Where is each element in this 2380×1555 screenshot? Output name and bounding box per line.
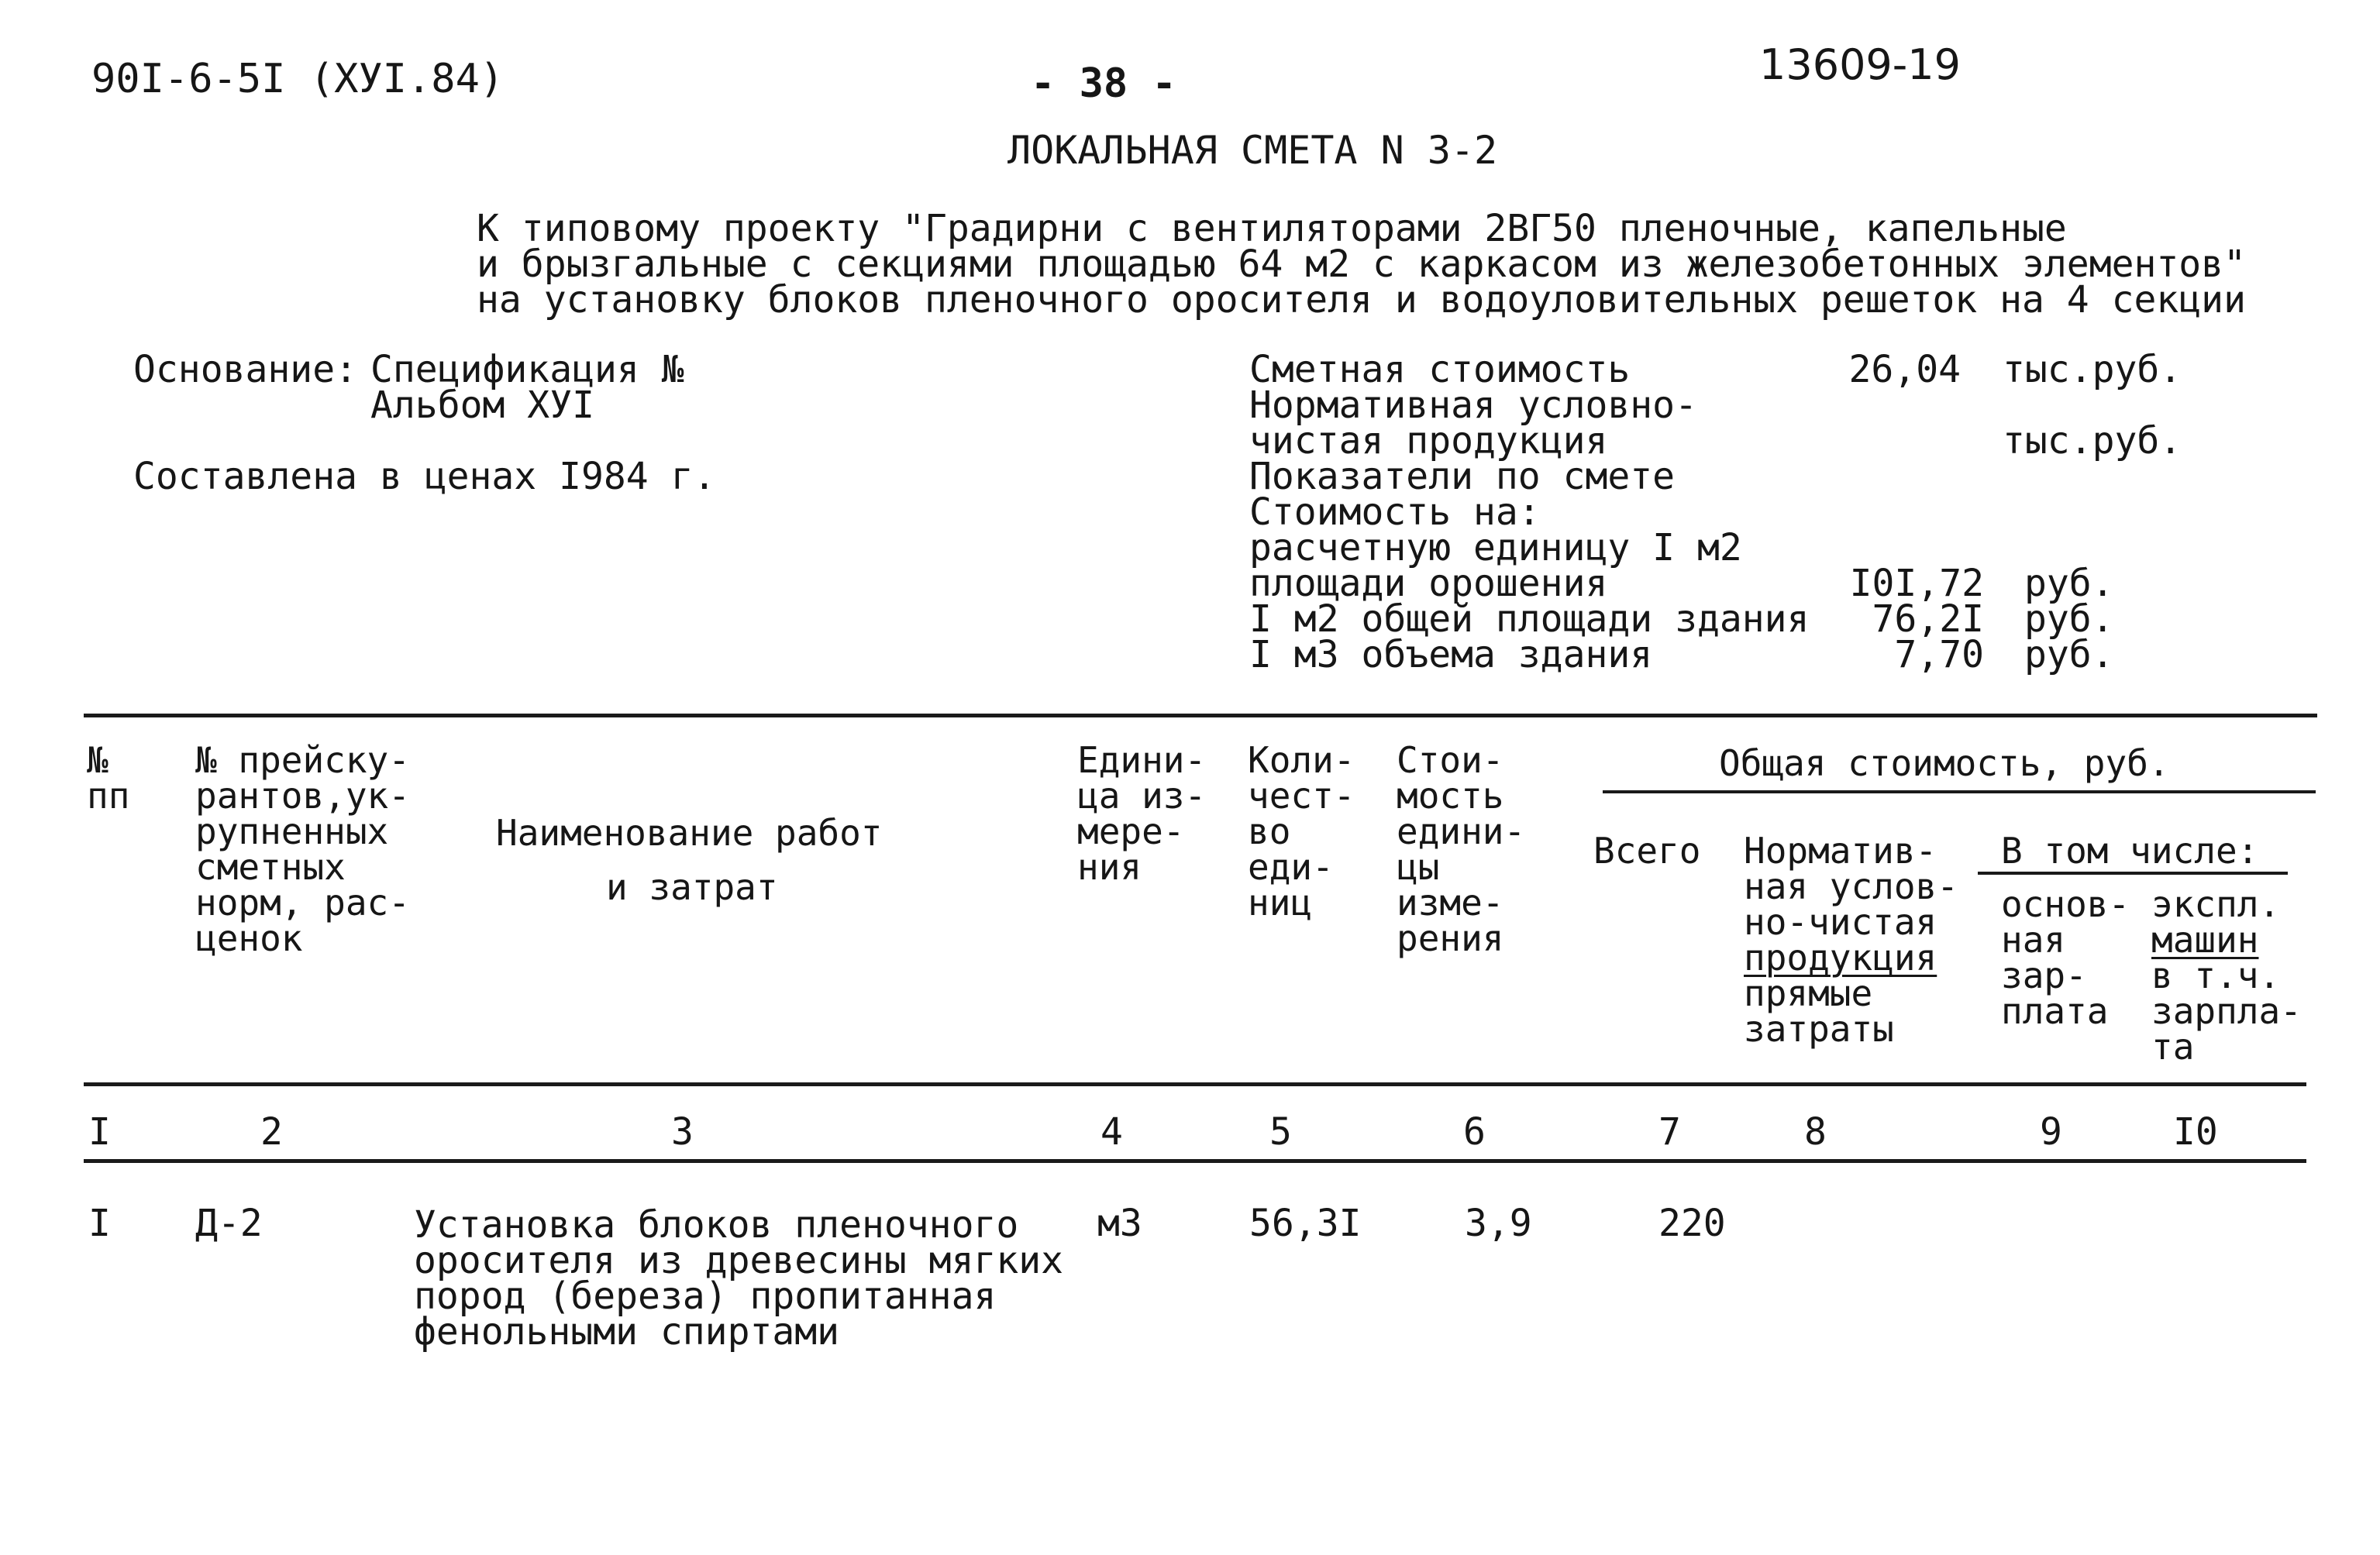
row-unit: м3 [1097, 1202, 1142, 1245]
header-total: Всего [1593, 830, 1701, 872]
per-area-value: 76,2I [1872, 597, 1984, 641]
group-header-rule [1603, 790, 2316, 793]
header-price-code: № прейску- рантов,ук- рупненных сметных норм, рас- ценок [195, 739, 410, 959]
document-code: 90I-6-5I (XУI.84) [91, 56, 505, 102]
per-volume-value: 7,70 [1894, 633, 1984, 676]
cost-value: 26,04 [1848, 348, 1961, 391]
basis-specification: Спецификация № [370, 348, 684, 391]
row-total: 220 [1658, 1202, 1726, 1245]
indicators-label: Показатели по смете [1249, 455, 1676, 498]
cost-per-label: Стоимость на: [1249, 490, 1541, 534]
document-title: ЛОКАЛЬНАЯ СМЕТА N 3-2 [1007, 128, 1498, 173]
column-numbers-rule [84, 1159, 2306, 1163]
basis-album: Альбом XУI [370, 384, 594, 427]
header-machine-underlined: машин [2151, 919, 2259, 961]
per-area-unit: руб. [2024, 597, 2114, 641]
per-unit-label-2: площади орошения [1249, 562, 1608, 605]
page-number: - 38 - [1031, 60, 1176, 107]
subtitle-line-2: и брызгальные с секциями площадью 64 м2 с каркасом из железобетонных элементов" [477, 243, 2246, 286]
header-work-name-2: и затрат [606, 866, 778, 908]
column-number: 8 [1804, 1110, 1827, 1154]
row-number: I [88, 1202, 111, 1245]
inventory-number: 13609-19 [1759, 40, 1961, 89]
header-quantity: Коли- чест- во еди- ниц [1248, 739, 1355, 924]
header-normative-underlined: продукция [1744, 937, 1937, 979]
per-volume-label: I м3 объема здания [1249, 633, 1653, 676]
subtitle-line-3: на установку блоков пленочного оросителя и водоуловительных решеток на 4 секции [477, 278, 2246, 322]
header-basic-salary: основ- ная зар- плата [2001, 883, 2130, 1032]
header-including-group: В том числе: [2001, 830, 2259, 872]
header-work-name-1: Наименование работ [496, 812, 883, 854]
per-unit-label-1: расчетную единицу I м2 [1249, 526, 1742, 569]
header-row-number: № пп [87, 739, 130, 817]
header-normative-top: Норматив- ная услов- но-чистая [1744, 830, 1958, 943]
table-top-rule [84, 714, 2317, 717]
column-number: 7 [1658, 1110, 1681, 1154]
per-area-label: I м2 общей площади здания [1249, 597, 1810, 641]
basis-prices: Составлена в ценах I984 г. [133, 455, 716, 498]
header-total-cost-group: Общая стоимость, руб. [1719, 742, 2170, 784]
per-unit-value: I0I,72 [1849, 562, 1984, 605]
column-number: I [88, 1110, 111, 1154]
row-unit-cost: 3,9 [1465, 1202, 1532, 1245]
per-volume-unit: руб. [2024, 633, 2114, 676]
column-number: 3 [671, 1110, 694, 1154]
subgroup-header-rule [1978, 872, 2288, 875]
normative-unit: тыс.руб. [2003, 419, 2182, 463]
column-number: 5 [1269, 1110, 1292, 1154]
column-number: 4 [1100, 1110, 1123, 1154]
row-quantity: 56,3I [1249, 1202, 1362, 1245]
normative-label-1: Нормативная условно- [1249, 384, 1697, 427]
column-number: 9 [2040, 1110, 2062, 1154]
header-machine-salary: в т.ч. зарпла- та [2151, 955, 2302, 1068]
row-price-code: Д-2 [195, 1202, 263, 1245]
column-number: I0 [2173, 1110, 2218, 1154]
normative-label-2: чистая продукция [1249, 419, 1608, 463]
header-machine-operation: экспл. [2151, 883, 2281, 925]
header-unit: Едини- ца из- мере- ния [1077, 739, 1207, 888]
basis-label: Основание: [133, 348, 357, 391]
row-work-name: Установка блоков пленочного оросителя из древесины мягких пород (береза) пропитанная фенольными спиртами [414, 1203, 1064, 1354]
column-number: 6 [1463, 1110, 1486, 1154]
cost-unit: тыс.руб. [2003, 348, 2182, 391]
header-unit-cost: Стои- мость едини- цы изме- рения [1397, 739, 1526, 959]
column-number: 2 [260, 1110, 283, 1154]
header-bottom-rule [84, 1082, 2306, 1086]
cost-label: Сметная стоимость [1249, 348, 1631, 391]
header-direct-costs: прямые затраты [1744, 972, 1894, 1050]
subtitle-line-1: К типовому проекту "Градирни с вентиляторами 2ВГ50 пленочные, капельные [477, 207, 2067, 250]
per-unit-unit: руб. [2024, 562, 2114, 605]
